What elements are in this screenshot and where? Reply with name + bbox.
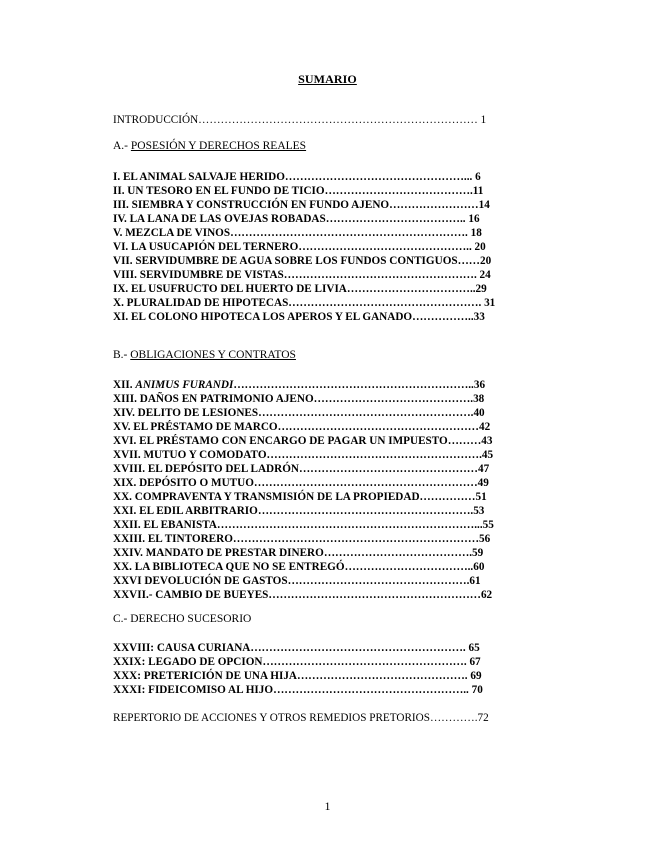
toc-entry: XXVI DEVOLUCIÓN DE GASTOS………………………………………….61 — [113, 575, 481, 587]
toc-entry: IX. EL USUFRUCTO DEL HUERTO DE LIVIA……………………………..29 — [113, 283, 487, 295]
toc-entry: V. MEZCLA DE VINOS………………………………………………………. 18 — [113, 227, 482, 239]
toc-entry: IV. LA LANA DE LAS OVEJAS ROBADAS……………………………….. 16 — [113, 213, 480, 225]
toc-entry-number: XII. — [113, 379, 136, 391]
toc-entry: XVII. MUTUO Y COMODATO………………………………………………….45 — [113, 449, 494, 461]
toc-entry: XV. EL PRÉSTAMO DE MARCO………………………………………………42 — [113, 421, 491, 433]
section-a-label: POSESIÓN Y DERECHOS REALES — [130, 140, 307, 152]
section-b-heading — [113, 349, 296, 361]
toc-entry: XXII. EL EBANISTA……………………………………………………………...55 — [113, 519, 494, 531]
toc-entry: XXX: PRETERICIÓN DE UNA HIJA………………………………………. 69 — [113, 670, 482, 682]
section-b-label: OBLIGACIONES Y CONTRATOS — [130, 349, 296, 361]
toc-entry-italic-title: ANIMUS FURANDI — [135, 379, 234, 391]
toc-entry: X. PLURALIDAD DE HIPOTECAS……………………………………………. 31 — [113, 297, 496, 309]
toc-entry: VI. LA USUCAPIÓN DEL TERNERO……………………………………….. 20 — [113, 241, 486, 253]
toc-entry: XIX. DEPÓSITO O MUTUO……………………………………………………49 — [113, 477, 489, 489]
section-a-heading — [113, 140, 306, 152]
page-number: 1 — [324, 799, 331, 813]
toc-entry: XXVIII: CAUSA CURIANA…………………………………………………. 65 — [113, 642, 480, 654]
toc-entry: I. EL ANIMAL SALVAJE HERIDO…………………………………………... 6 — [113, 171, 481, 183]
section-b-prefix: B.- — [113, 349, 131, 361]
toc-entry: XXIV. MANDATO DE PRESTAR DINERO………………………………….59 — [113, 547, 484, 559]
toc-entry: III. SIEMBRA Y CONSTRUCCIÓN EN FUNDO AJENO……………………14 — [113, 199, 490, 211]
toc-intro: INTRODUCCIÓN………………………………………………………………… 1 — [113, 114, 487, 126]
toc-entry: XIV. DELITO DE LESIONES………………………………………………….40 — [113, 407, 485, 419]
toc-entry: XX. LA BIBLIOTECA QUE NO SE ENTREGÓ……………………………..60 — [113, 561, 485, 573]
toc-repertorio: REPERTORIO DE ACCIONES Y OTROS REMEDIOS PRETORIOS………….72 — [113, 712, 489, 724]
section-c-prefix: C.- — [113, 613, 131, 625]
toc-entry: XVI. EL PRÉSTAMO CON ENCARGO DE PAGAR UN IMPUESTO………43 — [113, 435, 493, 447]
section-a-prefix: A.- — [113, 140, 131, 152]
toc-entry: XXXI: FIDEICOMISO AL HIJO…………………………………………….. 70 — [113, 684, 483, 696]
toc-entry-leader: ………………………………………………………..36 — [233, 379, 486, 391]
toc-entry: XX. COMPRAVENTA Y TRANSMISIÓN DE LA PROPIEDAD……………51 — [113, 491, 487, 503]
toc-entry: XXIII. EL TINTORERO…………………………………………………………56 — [113, 533, 491, 545]
toc-entry: XIII. DAÑOS EN PATRIMONIO AJENO…………………………………….38 — [113, 393, 485, 405]
toc-entry: XVIII. EL DEPÓSITO DEL LADRÓN…………………………………………47 — [113, 463, 490, 475]
toc-entry: XXVII.- CAMBIO DE BUEYES…………………………………………………62 — [113, 589, 493, 601]
toc-entry: VII. SERVIDUMBRE DE AGUA SOBRE LOS FUNDOS CONTIGUOS……20 — [113, 255, 492, 267]
toc-entry: II. UN TESORO EN EL FUNDO DE TICIO………………………………….11 — [113, 185, 484, 197]
toc-entry: XXIX: LEGADO DE OPCION………………………………………………. 67 — [113, 656, 481, 668]
toc-entry: XI. EL COLONO HIPOTECA LOS APEROS Y EL GANADO……………..33 — [113, 311, 485, 323]
toc-entry: VIII. SERVIDUMBRE DE VISTAS……………………………………………. 24 — [113, 269, 491, 281]
toc-entry — [113, 378, 525, 392]
toc-entry: XXI. EL EDIL ARBITRARIO………………………………………………….53 — [113, 505, 485, 517]
section-c-label: DERECHO SUCESORIO — [130, 613, 252, 625]
section-c-heading — [113, 613, 251, 625]
page-title: SUMARIO — [298, 72, 357, 86]
